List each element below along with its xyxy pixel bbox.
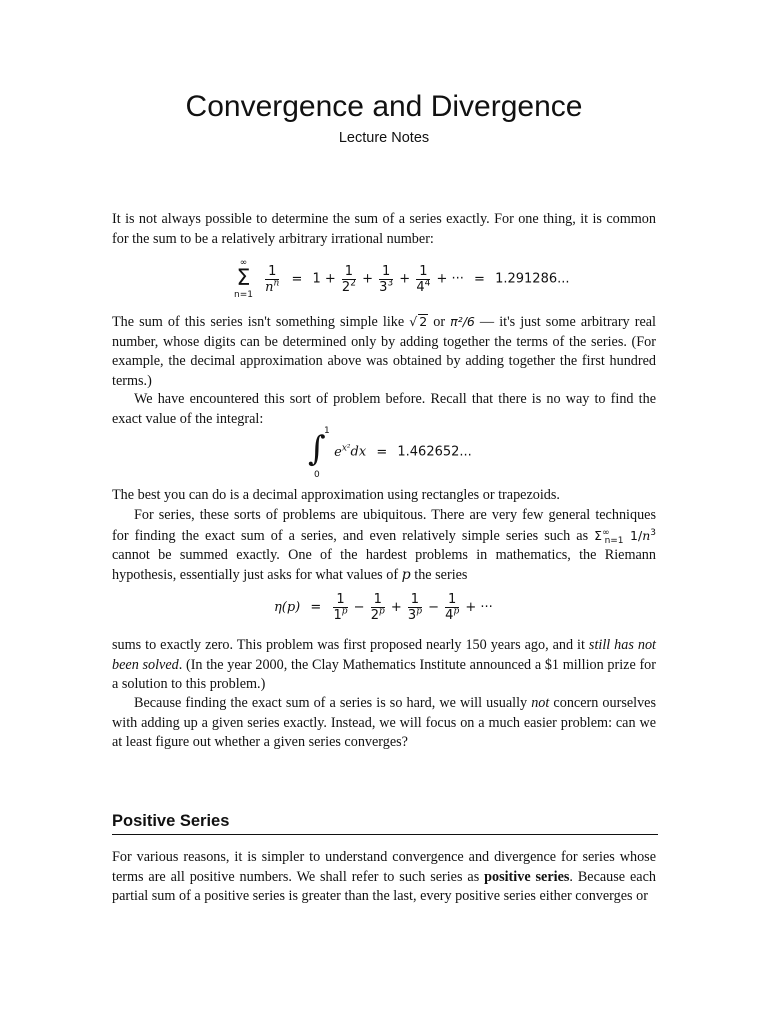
- integral-value: 1.462652...: [397, 444, 472, 460]
- equation-integral: ∫ 1 0 $e^{x^2}dx = 1.462652$...: [308, 426, 472, 480]
- document-subtitle: Lecture Notes: [338, 130, 430, 146]
- paragraph-intro: It is not always possible to determine the sum of a series exactly. For one thing, it is common for the sum to be a relatively arbitrary irrational number:: [112, 211, 656, 247]
- eta-term-1: $\frac{1}{1^p}$: [333, 592, 348, 623]
- eta-term-2: $\frac{1}{2^p}$: [370, 592, 385, 623]
- paragraph-convergence-focus: Because finding the exact sum of a series is so hard, we will usually not concern ourselves with adding up a given series exactly. Instead, we will focus on a much easier problem: can we at least figure out whether a given series converges?: [112, 695, 656, 750]
- fraction-term-4: $\frac{1}{4^4}$: [416, 263, 431, 295]
- paragraph-arbitrary-real: The sum of this series isn't something simple like √ 2 or π²/6 — it's just some arbitrary real number, whose digits can be determined only by adding together the terms of the series. (For example, the decimal approximation above was obtained by adding together the first hundred terms.): [112, 314, 656, 389]
- eta-term-3: $\frac{1}{3^p}$: [407, 592, 422, 623]
- eta-term-4: $\frac{1}{4^p}$: [445, 592, 460, 623]
- paragraph-decimal-approx: The best you can do is a decimal approximation using rectangles or trapezoids.: [112, 487, 560, 503]
- equation-series-sum: ∞ Σ n=1 $\frac{1}{n^n}$ = 1 + $\frac{1}{2^2}$ + $\frac{1}{3^3}$ + $\frac{1}{4^4}$ + ··· = 1.291286...: [234, 258, 570, 300]
- summation-symbol: ∞ Σ n=1: [234, 258, 253, 300]
- integral-symbol: ∫ 1 0: [308, 426, 330, 480]
- section-heading-positive-series: Positive Series: [112, 812, 658, 835]
- paragraph-positive-series: For various reasons, it is simpler to understand convergence and divergence for series whose terms are all positive numbers. We shall refer to such series as positive series. Because each partial sum of a positive series is greater than the last, every positive series either converges or: [112, 849, 656, 904]
- fraction-term-3: $\frac{1}{3^3}$: [379, 263, 394, 295]
- paragraph-riemann: For series, these sorts of problems are ubiquitous. There are very few general techniques for finding the exact sum of a series, and even relatively simple series such as $\Sigma^\infty_{n=1}$ $1/n^3$ cannot be summed exactly. One of the hardest problems in mathematics, the Riemann hypothesis, essentially just asks for what values of p the series: [112, 507, 656, 583]
- fraction-term-2: $\frac{1}{2^2}$: [341, 263, 356, 295]
- fraction-general-term: $\frac{1}{n^n}$: [265, 263, 280, 295]
- series-value: 1.291286...: [495, 271, 570, 287]
- paragraph-unsolved: sums to exactly zero. This problem was first proposed nearly 150 years ago, and it still has not been solved. (In the year 2000, the Clay Mathematics Institute announced a $1 million prize for a solution to this problem.): [112, 637, 656, 692]
- paragraph-integral-intro: We have encountered this sort of problem before. Recall that there is no way to find the exact value of the integral:: [112, 391, 656, 427]
- document-title: Convergence and Divergence: [185, 90, 583, 123]
- equation-eta: η(p) = $\frac{1}{1^p}$ − $\frac{1}{2^p}$ + $\frac{1}{3^p}$ − $\frac{1}{4^p}$ + ···: [274, 592, 493, 623]
